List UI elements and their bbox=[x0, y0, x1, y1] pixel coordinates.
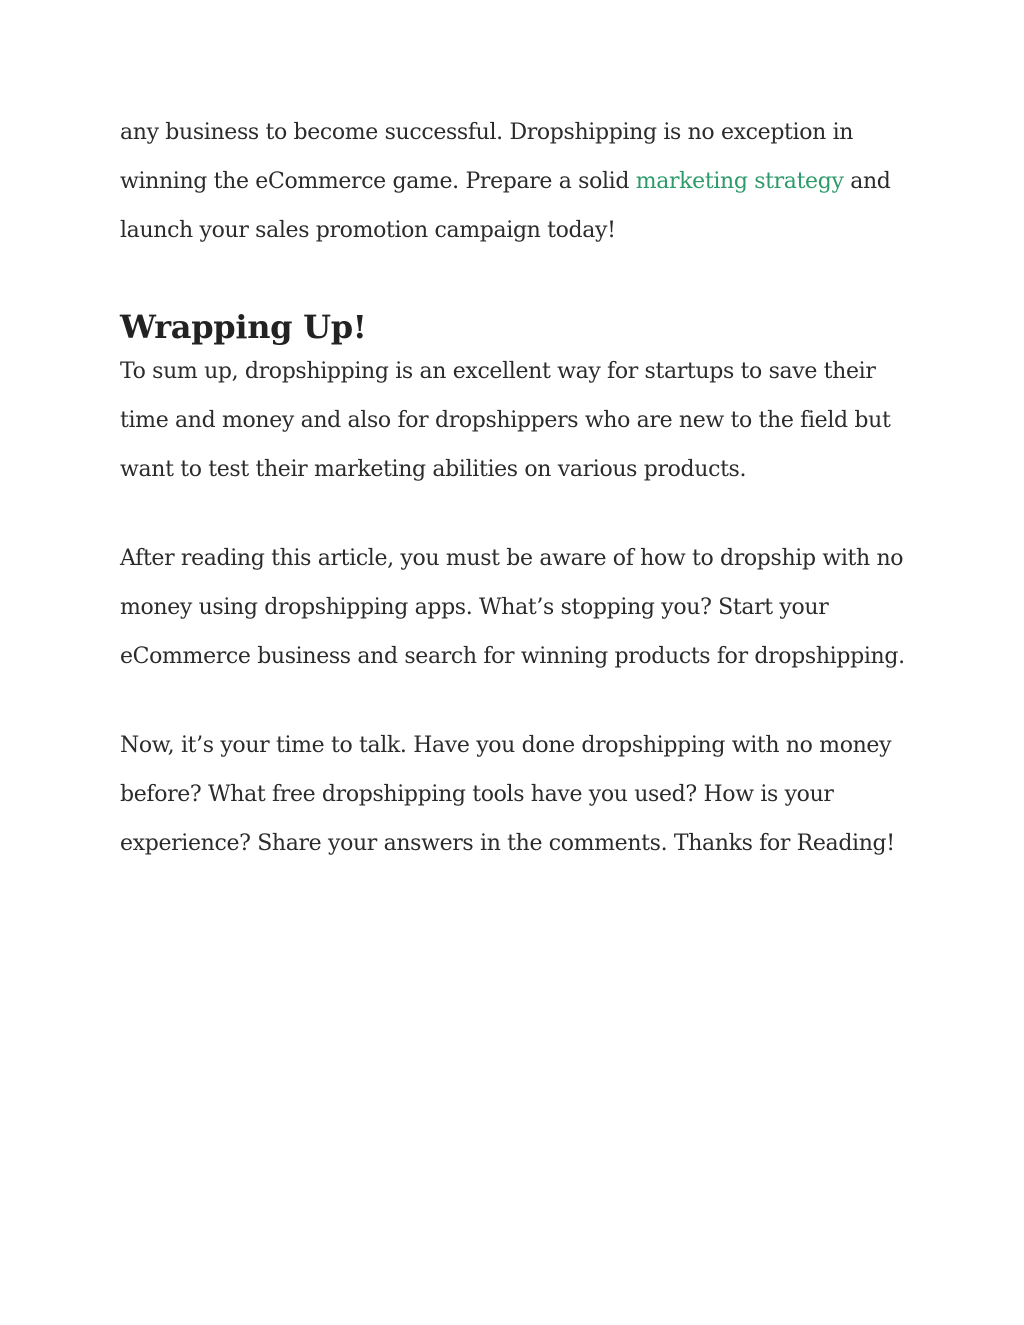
section-heading: Wrapping Up! bbox=[120, 308, 367, 346]
intro-line-2-before: winning the eCommerce game. Prepare a solid bbox=[120, 169, 636, 194]
summary-line-1: To sum up, dropshipping is an excellent way for startups to save their bbox=[120, 359, 876, 384]
intro-line-2-after: and bbox=[843, 169, 891, 194]
intro-paragraph bbox=[120, 108, 910, 255]
closing-line-2: before? What free dropshipping tools have you used? How is your bbox=[120, 782, 834, 807]
marketing-strategy-link[interactable]: marketing strategy bbox=[635, 169, 844, 194]
after-reading-line-3: eCommerce business and search for winning products for dropshipping. bbox=[120, 644, 905, 669]
closing-line-1: Now, it’s your time to talk. Have you done dropshipping with no money bbox=[120, 733, 892, 758]
closing-paragraph bbox=[120, 721, 910, 868]
summary-paragraph bbox=[120, 347, 910, 494]
summary-line-3: want to test their marketing abilities on various products. bbox=[120, 457, 747, 482]
intro-line-1: any business to become successful. Dropshipping is no exception in bbox=[120, 120, 854, 145]
after-reading-line-1: After reading this article, you must be aware of how to dropship with no bbox=[120, 546, 904, 571]
article-body bbox=[120, 108, 910, 868]
summary-line-2: time and money and also for dropshippers who are new to the field but bbox=[120, 408, 891, 433]
after-reading-line-2: money using dropshipping apps. What’s stopping you? Start your bbox=[120, 595, 829, 620]
intro-line-3: launch your sales promotion campaign today! bbox=[120, 218, 616, 243]
after-reading-paragraph bbox=[120, 534, 910, 681]
intro-line-2 bbox=[120, 157, 910, 206]
closing-line-3: experience? Share your answers in the comments. Thanks for Reading! bbox=[120, 831, 895, 856]
